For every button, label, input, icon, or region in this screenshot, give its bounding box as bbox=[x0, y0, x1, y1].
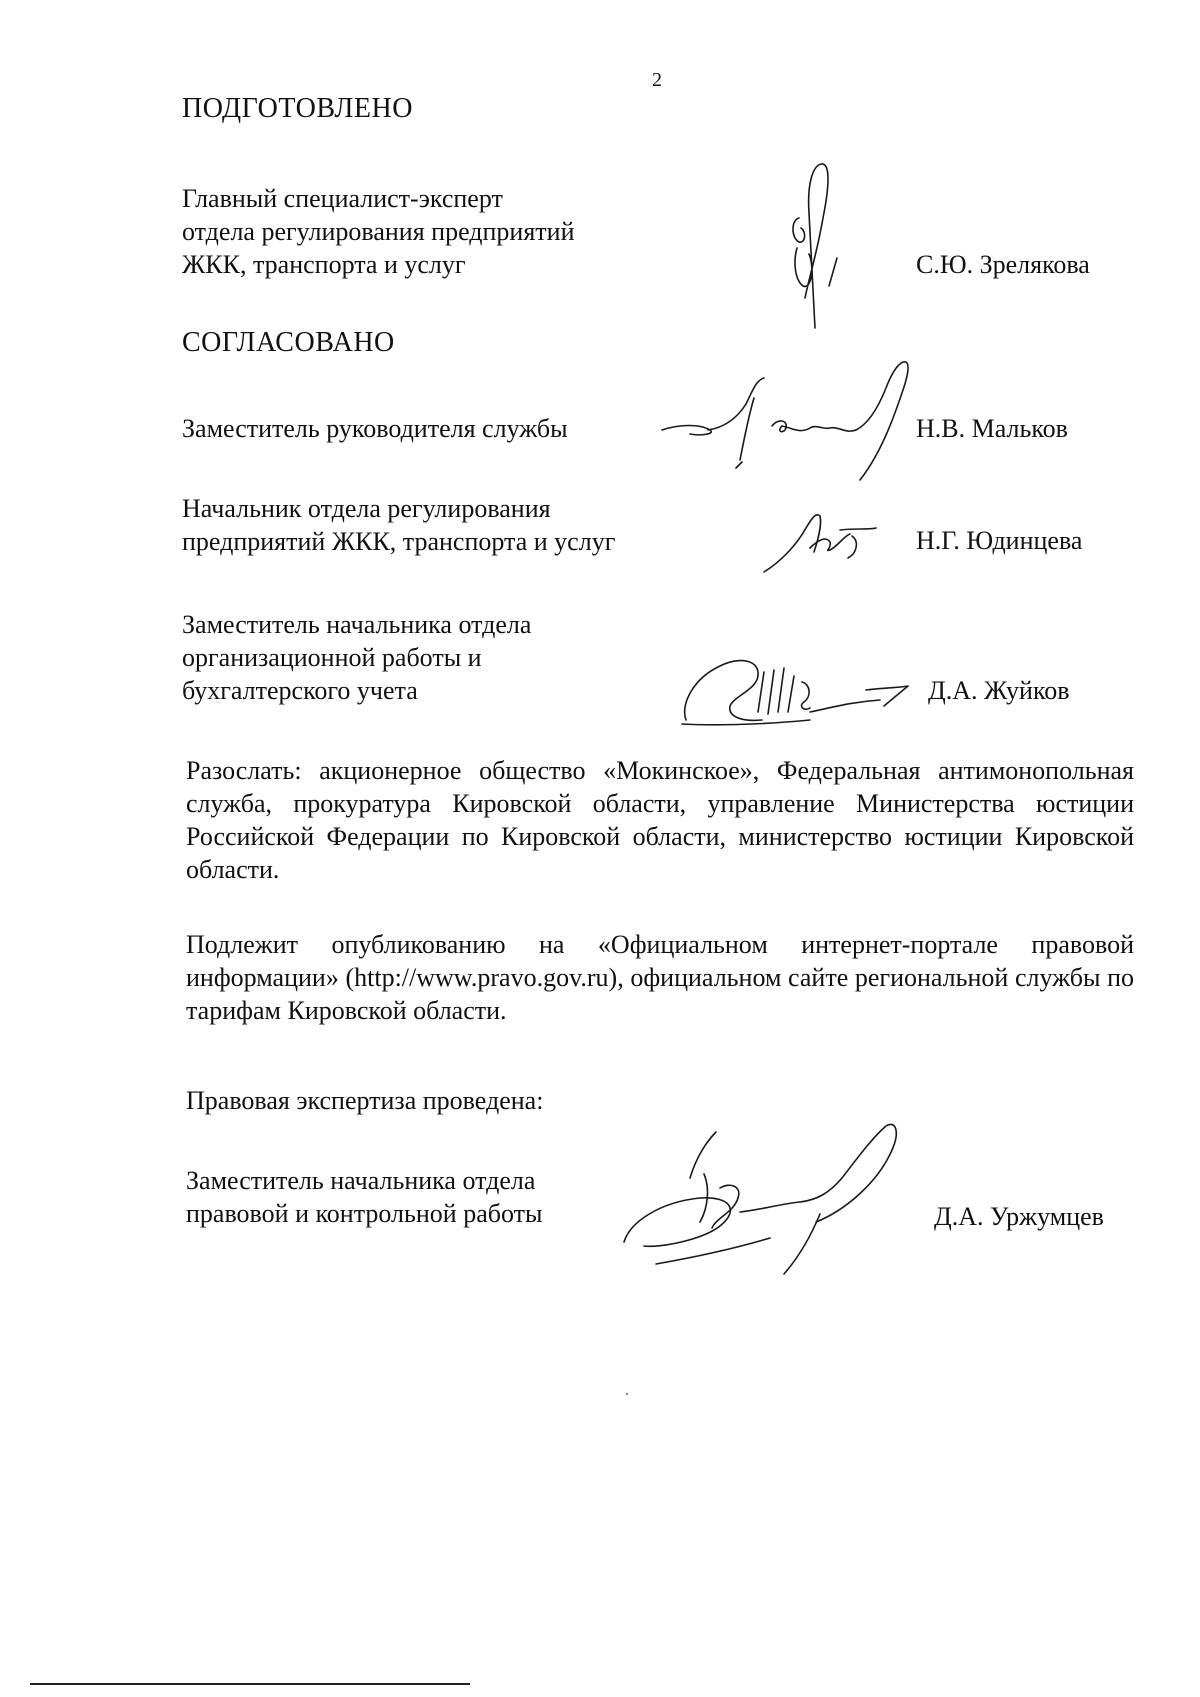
legal-review-name: Д.А. Уржумцев bbox=[934, 1202, 1104, 1231]
agreed-position-line: бухгалтерского учета bbox=[182, 676, 418, 705]
signature-zrelyakova bbox=[785, 158, 865, 333]
agreed-name-2: Н.Г. Юдинцева bbox=[916, 526, 1083, 555]
legal-review-position-line: правовой и контрольной работы bbox=[186, 1199, 543, 1228]
scan-speck bbox=[626, 1393, 628, 1395]
signature-yudintseva bbox=[760, 506, 880, 576]
signature-urzhumtsev bbox=[620, 1118, 940, 1278]
signature-malkov bbox=[660, 358, 930, 483]
footer-rule bbox=[30, 1683, 470, 1685]
distribution-paragraph: Разослать: акционерное общество «Мокинское», Федеральная антимонопольная служба, прокуратура Кировской области, управление Министерства юстиции Российской Федерации по Кировской области, министерство юстиции Кировской области. bbox=[186, 756, 1134, 884]
agreed-heading: СОГЛАСОВАНО bbox=[182, 327, 395, 358]
page-number: 2 bbox=[652, 69, 662, 91]
agreed-position-1 bbox=[182, 412, 568, 445]
agreed-position-line: организационной работы и bbox=[182, 643, 482, 672]
agreed-position-line: Заместитель начальника отдела bbox=[182, 610, 532, 639]
prepared-position-line: ЖКК, транспорта и услуг bbox=[182, 250, 466, 279]
legal-review-position bbox=[186, 1164, 542, 1230]
signature-zhuykov bbox=[680, 646, 920, 728]
agreed-position-line: Начальник отдела регулирования bbox=[182, 494, 551, 523]
prepared-position-line: Главный специалист-эксперт bbox=[182, 184, 503, 213]
prepared-heading: ПОДГОТОВЛЕНО bbox=[182, 93, 413, 124]
publication-paragraph: Подлежит опубликованию на «Официальном интернет-портале правовой информации» (http://www.pravo.gov.ru), официальном сайте региональной службы по тарифам Кировской области. bbox=[186, 930, 1134, 1025]
prepared-position-line: отдела регулирования предприятий bbox=[182, 217, 575, 246]
agreed-position-line: Заместитель руководителя службы bbox=[182, 414, 568, 443]
agreed-position-line: предприятий ЖКК, транспорта и услуг bbox=[182, 527, 616, 556]
agreed-name-3: Д.А. Жуйков bbox=[928, 676, 1070, 705]
legal-review-position-line: Заместитель начальника отдела bbox=[186, 1166, 536, 1195]
agreed-position-2 bbox=[182, 492, 615, 558]
agreed-name-1: Н.В. Мальков bbox=[916, 414, 1068, 443]
prepared-name: С.Ю. Зрелякова bbox=[916, 250, 1090, 279]
agreed-position-3 bbox=[182, 608, 531, 707]
legal-review-label: Правовая экспертиза проведена: bbox=[186, 1086, 544, 1115]
prepared-position bbox=[182, 182, 575, 281]
